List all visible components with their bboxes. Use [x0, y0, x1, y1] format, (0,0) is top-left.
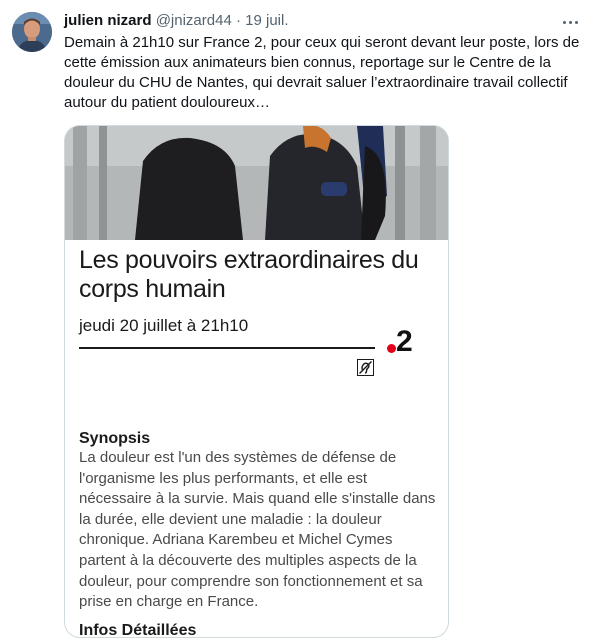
display-name[interactable]: julien nizard	[64, 12, 152, 29]
infos-heading: Infos Détaillées	[79, 622, 197, 638]
synopsis-text: La douleur est l'un des systèmes de défense de l'organisme les plus performants, et elle est nécessaire à la survie. Mais quand elle s'installe dans la durée, elle devient une maladie : la douleur chronique. Adriana Karembeu et Michel Cymes partent à la découverte des multiples aspects de la douleur, pour comprendre son fonctionnement et sa prise en charge en France.	[79, 449, 436, 611]
tweet-date[interactable]: 19 juil.	[245, 12, 289, 29]
channel-number: 2	[396, 325, 413, 358]
france2-logo	[387, 327, 427, 359]
avatar[interactable]	[12, 12, 52, 52]
more-horizontal-icon[interactable]	[560, 12, 580, 32]
separator-dot: ·	[235, 12, 241, 29]
user-handle[interactable]: @jnizard44	[155, 12, 232, 29]
divider	[79, 347, 375, 349]
synopsis-heading: Synopsis	[79, 430, 151, 447]
program-title: Les pouvoirs extraordinaires du corps humain	[79, 246, 419, 303]
hearing-impaired-icon	[357, 359, 374, 376]
program-photo	[65, 126, 449, 240]
program-date: jeudi 20 juillet à 21h10	[79, 316, 249, 335]
media-card[interactable]	[64, 125, 449, 638]
tweet-header	[64, 11, 289, 31]
channel-dot	[387, 344, 396, 353]
tweet-text: Demain à 21h10 sur France 2, pour ceux qui seront devant leur poste, lors de cette émission aux animateurs bien connus, reportage sur le Centre de la douleur du CHU de Nantes, qui devrait saluer l’extraordinaire travail collectif autour du patient douloureux…	[64, 34, 580, 111]
